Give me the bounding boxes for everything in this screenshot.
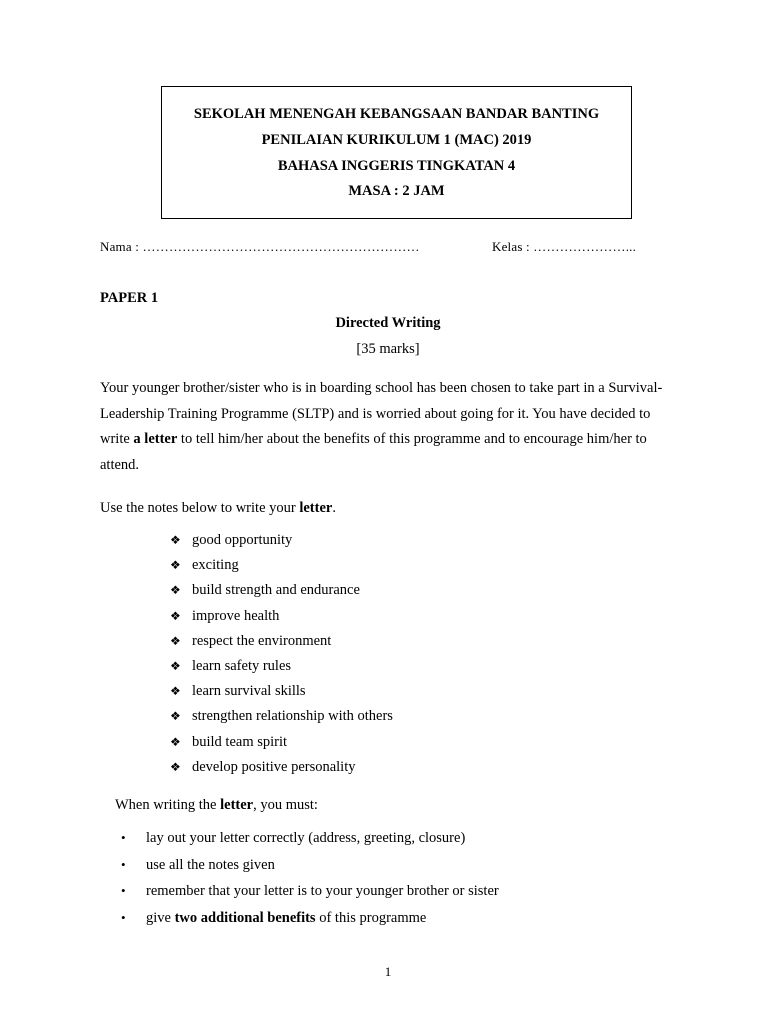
diamond-bullet-icon: ❖ bbox=[170, 583, 181, 598]
list-item bbox=[170, 580, 393, 605]
notes-instruction bbox=[100, 500, 336, 517]
exam-header-box bbox=[161, 86, 632, 219]
student-class-field: Kelas : …………………... bbox=[492, 239, 637, 254]
list-item bbox=[170, 631, 393, 656]
note-text: exciting bbox=[192, 557, 239, 574]
dot-bullet-icon: • bbox=[121, 909, 126, 925]
requirement-suffix: of this programme bbox=[315, 909, 427, 926]
dot-bullet-icon: • bbox=[121, 883, 126, 898]
page-number: 1 bbox=[384, 964, 392, 979]
list-item bbox=[121, 855, 499, 882]
dot-bullet-icon: • bbox=[121, 830, 126, 845]
instruction-bold: letter bbox=[220, 797, 254, 813]
list-item bbox=[170, 656, 393, 681]
requirement-text: remember that your letter is to your younger brother or sister bbox=[146, 883, 499, 899]
assessment-title: PENILAIAN KURIKULUM 1 (MAC) 2019 bbox=[261, 132, 532, 148]
question-text-2: to tell him/her about the benefits of this programme and to encourage him/her to attend. bbox=[100, 431, 647, 473]
diamond-bullet-icon: ❖ bbox=[170, 608, 181, 623]
list-item bbox=[170, 555, 393, 580]
notes-prefix: Use the notes below to write your bbox=[100, 500, 300, 516]
note-text: learn survival skills bbox=[192, 683, 306, 700]
diamond-bullet-icon: ❖ bbox=[170, 759, 181, 774]
note-text: good opportunity bbox=[192, 532, 293, 548]
section-marks: [35 marks] bbox=[356, 341, 420, 357]
note-text: improve health bbox=[192, 607, 280, 624]
diamond-bullet-icon: ❖ bbox=[170, 633, 181, 648]
question-paragraph bbox=[100, 376, 680, 478]
question-text-1: Your younger brother/sister who is in boarding school has been chosen to take part in a Survival-Leadership Training Programme (SLTP) and is worried about going for it. You have decided to write bbox=[100, 380, 663, 447]
note-text: build team spirit bbox=[192, 733, 288, 750]
requirement-text: lay out your letter correctly (address, greeting, closure) bbox=[146, 830, 466, 846]
note-text: learn safety rules bbox=[192, 657, 292, 674]
diamond-bullet-icon: ❖ bbox=[170, 709, 181, 724]
section-title: Directed Writing bbox=[335, 315, 441, 331]
list-item bbox=[121, 828, 499, 855]
notes-suffix: . bbox=[332, 500, 336, 516]
list-item bbox=[121, 908, 499, 935]
notes-bold: letter bbox=[299, 500, 333, 516]
list-item bbox=[170, 681, 393, 706]
diamond-bullet-icon: ❖ bbox=[170, 558, 181, 573]
exam-duration: MASA : 2 JAM bbox=[348, 183, 445, 199]
question-text-bold: a letter bbox=[133, 431, 178, 447]
list-item bbox=[170, 530, 393, 555]
list-item bbox=[170, 732, 393, 757]
subject-title: BAHASA INGGERIS TINGKATAN 4 bbox=[277, 158, 516, 174]
list-item bbox=[121, 881, 499, 908]
writing-instruction bbox=[115, 797, 318, 814]
student-name-field: Nama : ……………………………………………………… bbox=[100, 239, 420, 254]
diamond-bullet-icon: ❖ bbox=[170, 533, 181, 547]
list-item bbox=[170, 606, 393, 631]
note-text: build strength and endurance bbox=[192, 582, 360, 599]
notes-list bbox=[170, 530, 393, 782]
note-text: develop positive personality bbox=[192, 758, 356, 775]
dot-bullet-icon: • bbox=[121, 856, 126, 872]
note-text: respect the environment bbox=[192, 632, 332, 649]
list-item bbox=[170, 757, 393, 782]
instruction-prefix: When writing the bbox=[115, 797, 221, 813]
diamond-bullet-icon: ❖ bbox=[170, 658, 181, 673]
school-name: SEKOLAH MENENGAH KEBANGSAAN BANDAR BANTING bbox=[193, 106, 600, 122]
requirement-text: use all the notes given bbox=[146, 856, 275, 873]
paper-label: PAPER 1 bbox=[100, 290, 159, 306]
diamond-bullet-icon: ❖ bbox=[170, 734, 181, 749]
list-item bbox=[170, 706, 393, 731]
requirements-list bbox=[121, 828, 499, 934]
note-text: strengthen relationship with others bbox=[192, 708, 393, 725]
diamond-bullet-icon: ❖ bbox=[170, 684, 181, 699]
instruction-suffix: , you must: bbox=[253, 797, 318, 813]
requirement-prefix: give bbox=[146, 909, 175, 926]
requirement-bold: two additional benefits bbox=[174, 909, 316, 926]
